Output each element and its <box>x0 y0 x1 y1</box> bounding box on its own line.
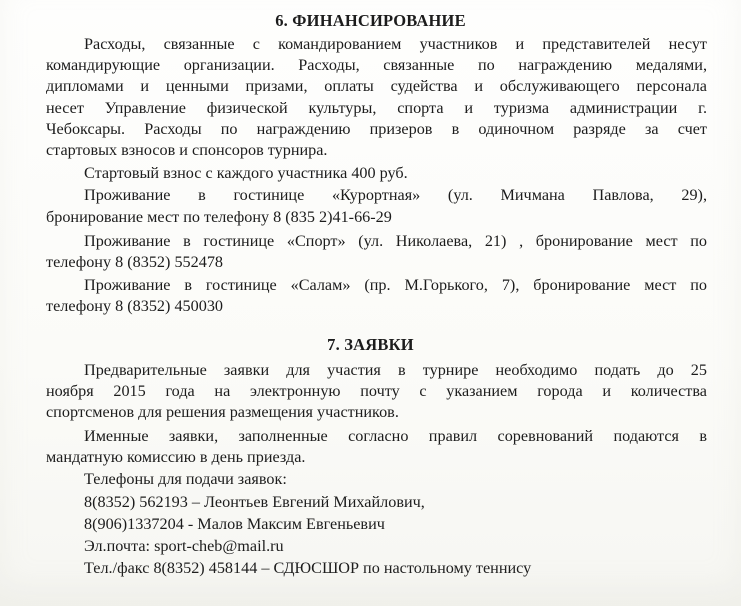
section-7-line-7: 8(8352) 562193 – Леонтьев Евгений Михайлович, <box>84 493 425 511</box>
section-6-heading: 6. ФИНАНСИРОВАНИЕ <box>275 11 466 30</box>
section-6-line-3: дипломами и ценными призами, оплаты судейства и обслуживающего персонала <box>46 77 707 95</box>
section-7-line-1: Предварительные заявки для участия в турнире необходимо подать до 25 <box>84 361 707 379</box>
section-6-line-12: Проживание в гостинице «Салам» (пр. М.Горького, 7), бронирование мест по <box>84 276 707 294</box>
section-6-line-9: бронирование мест по телефону 8 (835 2)41-66-29 <box>46 208 392 226</box>
section-7-heading: 7. ЗАЯВКИ <box>327 335 414 354</box>
section-6-line-13: телефону 8 (8352) 450030 <box>46 297 224 315</box>
section-6-line-7: Стартовый взнос с каждого участника 400 руб. <box>84 164 408 182</box>
section-7-line-8: 8(906)1337204 - Малов Максим Евгеньевич <box>84 515 385 533</box>
section-6-line-1: Расходы, связанные с командированием участников и представителей несут <box>84 35 707 53</box>
section-6-line-6: стартовых взносов и спонсоров турнира. <box>46 141 328 159</box>
section-7-line-3: спортсменов для решения размещения участников. <box>46 403 399 421</box>
section-6-line-11: телефону 8 (8352) 552478 <box>46 253 224 271</box>
section-7-line-6: Телефоны для подачи заявок: <box>84 470 287 488</box>
section-7-line-4: Именные заявки, заполненные согласно правил соревнований подаются в <box>84 427 707 445</box>
section-6-line-4: несет Управление физической культуры, спорта и туризма администрации г. <box>46 99 707 117</box>
section-6-line-5: Чебоксары. Расходы по награждению призеров в одиночном разряде за счет <box>46 120 707 138</box>
section-6-line-2: командирующие организации. Расходы, связанные по награждению медалями, <box>46 56 707 74</box>
section-6-line-10: Проживание в гостинице «Спорт» (ул. Николаева, 21) , бронирование мест по <box>84 232 707 250</box>
section-7-line-10: Тел./факс 8(8352) 458144 – СДЮСШОР по настольному теннису <box>84 559 532 577</box>
section-6-line-8: Проживание в гостинице «Курортная» (ул. Мичмана Павлова, 29), <box>84 186 707 204</box>
section-7-line-2: ноября 2015 года на электронную почту с указанием города и количества <box>46 382 707 400</box>
section-7-line-9: Эл.почта: sport-cheb@mail.ru <box>84 537 284 555</box>
section-7-line-5: мандатную комиссию в день приезда. <box>46 448 306 466</box>
